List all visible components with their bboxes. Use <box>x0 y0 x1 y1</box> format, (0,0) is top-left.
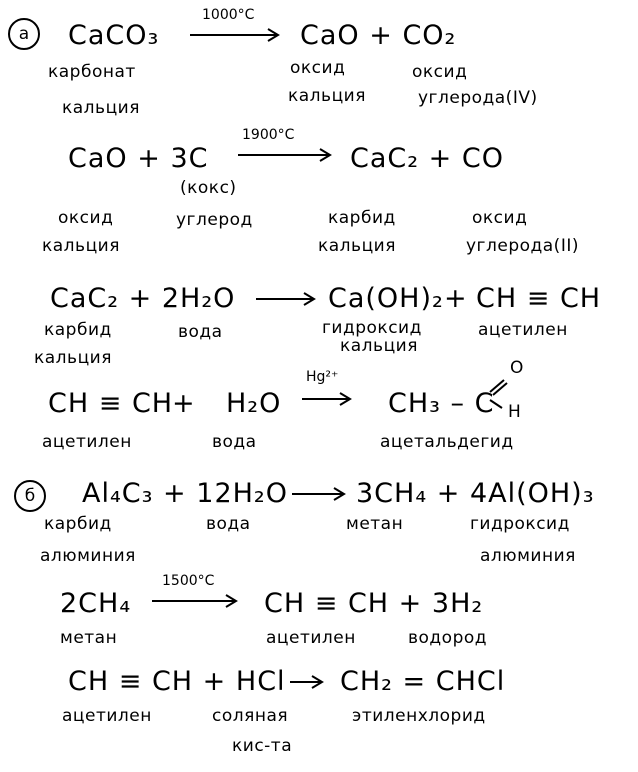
r2-label-r2: углерод <box>176 210 253 230</box>
b1-arrow <box>292 487 352 501</box>
r2-label-p2-2: углерода(II) <box>466 236 579 256</box>
r3-label-r1-1: карбид <box>44 320 112 340</box>
r2-label-r1-1: оксид <box>58 208 114 228</box>
r4-label-r2: вода <box>212 432 257 452</box>
r2-label-r1-2: кальция <box>42 236 120 256</box>
b2-label-r: метан <box>60 628 118 648</box>
r2-condition: 1900°C <box>242 127 295 143</box>
b2-arrow <box>152 594 244 608</box>
r2-label-p1-1: карбид <box>328 208 396 228</box>
b1-label-p2-2: алюминия <box>480 546 576 566</box>
r2-note: (кокс) <box>180 178 237 198</box>
b2-condition: 1500°C <box>162 573 215 589</box>
b2-products: CH ≡ CH + 3H₂ <box>264 588 484 619</box>
b3-label-r2-1: соляная <box>212 706 289 726</box>
r4-reactant-1: CH ≡ CH <box>48 388 174 419</box>
r4-label-r1: ацетилен <box>42 432 132 452</box>
r1-label-p1-2: кальция <box>288 86 366 106</box>
b1-label-r2: вода <box>206 514 251 534</box>
b2-label-p1: ацетилен <box>266 628 356 648</box>
b3-label-r1: ацетилен <box>62 706 152 726</box>
b3-arrow <box>290 675 330 689</box>
r3-product-1: Ca(OH)₂ <box>328 283 444 314</box>
r1-label-reactant-2: кальция <box>62 98 140 118</box>
r4-product: CH₃ – C <box>388 388 495 419</box>
r2-reactants: CaO + 3C <box>68 143 209 174</box>
r3-label-p2: ацетилен <box>478 320 568 340</box>
r3-plus: + <box>444 283 468 314</box>
r2-arrow <box>238 148 338 162</box>
r2-label-p1-2: кальция <box>318 236 396 256</box>
b3-reactants: CH ≡ CH + HCl <box>68 666 286 697</box>
b3-products: CH₂ = CHCl <box>340 666 506 697</box>
r4-arrow <box>302 392 358 406</box>
b1-label-p1: метан <box>346 514 404 534</box>
r4-condition: Hg²⁺ <box>306 369 339 385</box>
r1-label-p2-2: углерода(IV) <box>418 88 538 108</box>
part-b-marker: б <box>14 480 46 512</box>
r4-oxygen: O <box>510 358 524 378</box>
r4-hydrogen: H <box>508 402 522 422</box>
r1-label-reactant-1: карбонат <box>48 62 136 82</box>
r3-product-2: CH ≡ CH <box>476 283 602 314</box>
r2-products: CaC₂ + CO <box>350 143 504 174</box>
b1-reactants: Al₄C₃ + 12H₂O <box>82 478 288 509</box>
r1-condition: 1000°C <box>202 7 255 23</box>
part-a-marker: а <box>8 18 40 50</box>
b1-label-p2-1: гидроксид <box>470 514 570 534</box>
r1-label-p2-1: оксид <box>412 62 468 82</box>
b1-products: 3CH₄ + 4Al(OH)₃ <box>356 478 595 509</box>
b2-label-p2: водород <box>408 628 488 648</box>
r3-label-r2: вода <box>178 322 223 342</box>
r3-label-p1-2: кальция <box>340 336 418 356</box>
r4-plus: + <box>172 388 196 419</box>
b1-label-r1-1: карбид <box>44 514 112 534</box>
r1-reactant: CaCO₃ <box>68 20 160 51</box>
b1-label-r1-2: алюминия <box>40 546 136 566</box>
r1-products: CaO + CO₂ <box>300 20 457 51</box>
r3-arrow <box>256 292 320 306</box>
r4-reactant-2: H₂O <box>226 388 282 419</box>
r1-label-p1-1: оксид <box>290 58 346 78</box>
b3-label-r2-2: кис-та <box>232 736 293 756</box>
b2-reactant: 2CH₄ <box>60 588 132 619</box>
r2-label-p2-1: оксид <box>472 208 528 228</box>
b3-label-p: этиленхлорид <box>352 706 486 726</box>
r3-label-p1-1: гидроксид <box>322 318 422 338</box>
r3-reactants: CaC₂ + 2H₂O <box>50 283 236 314</box>
r3-label-r1-2: кальция <box>34 348 112 368</box>
r4-label-p: ацетальдегид <box>380 432 514 452</box>
r1-arrow <box>190 28 290 42</box>
